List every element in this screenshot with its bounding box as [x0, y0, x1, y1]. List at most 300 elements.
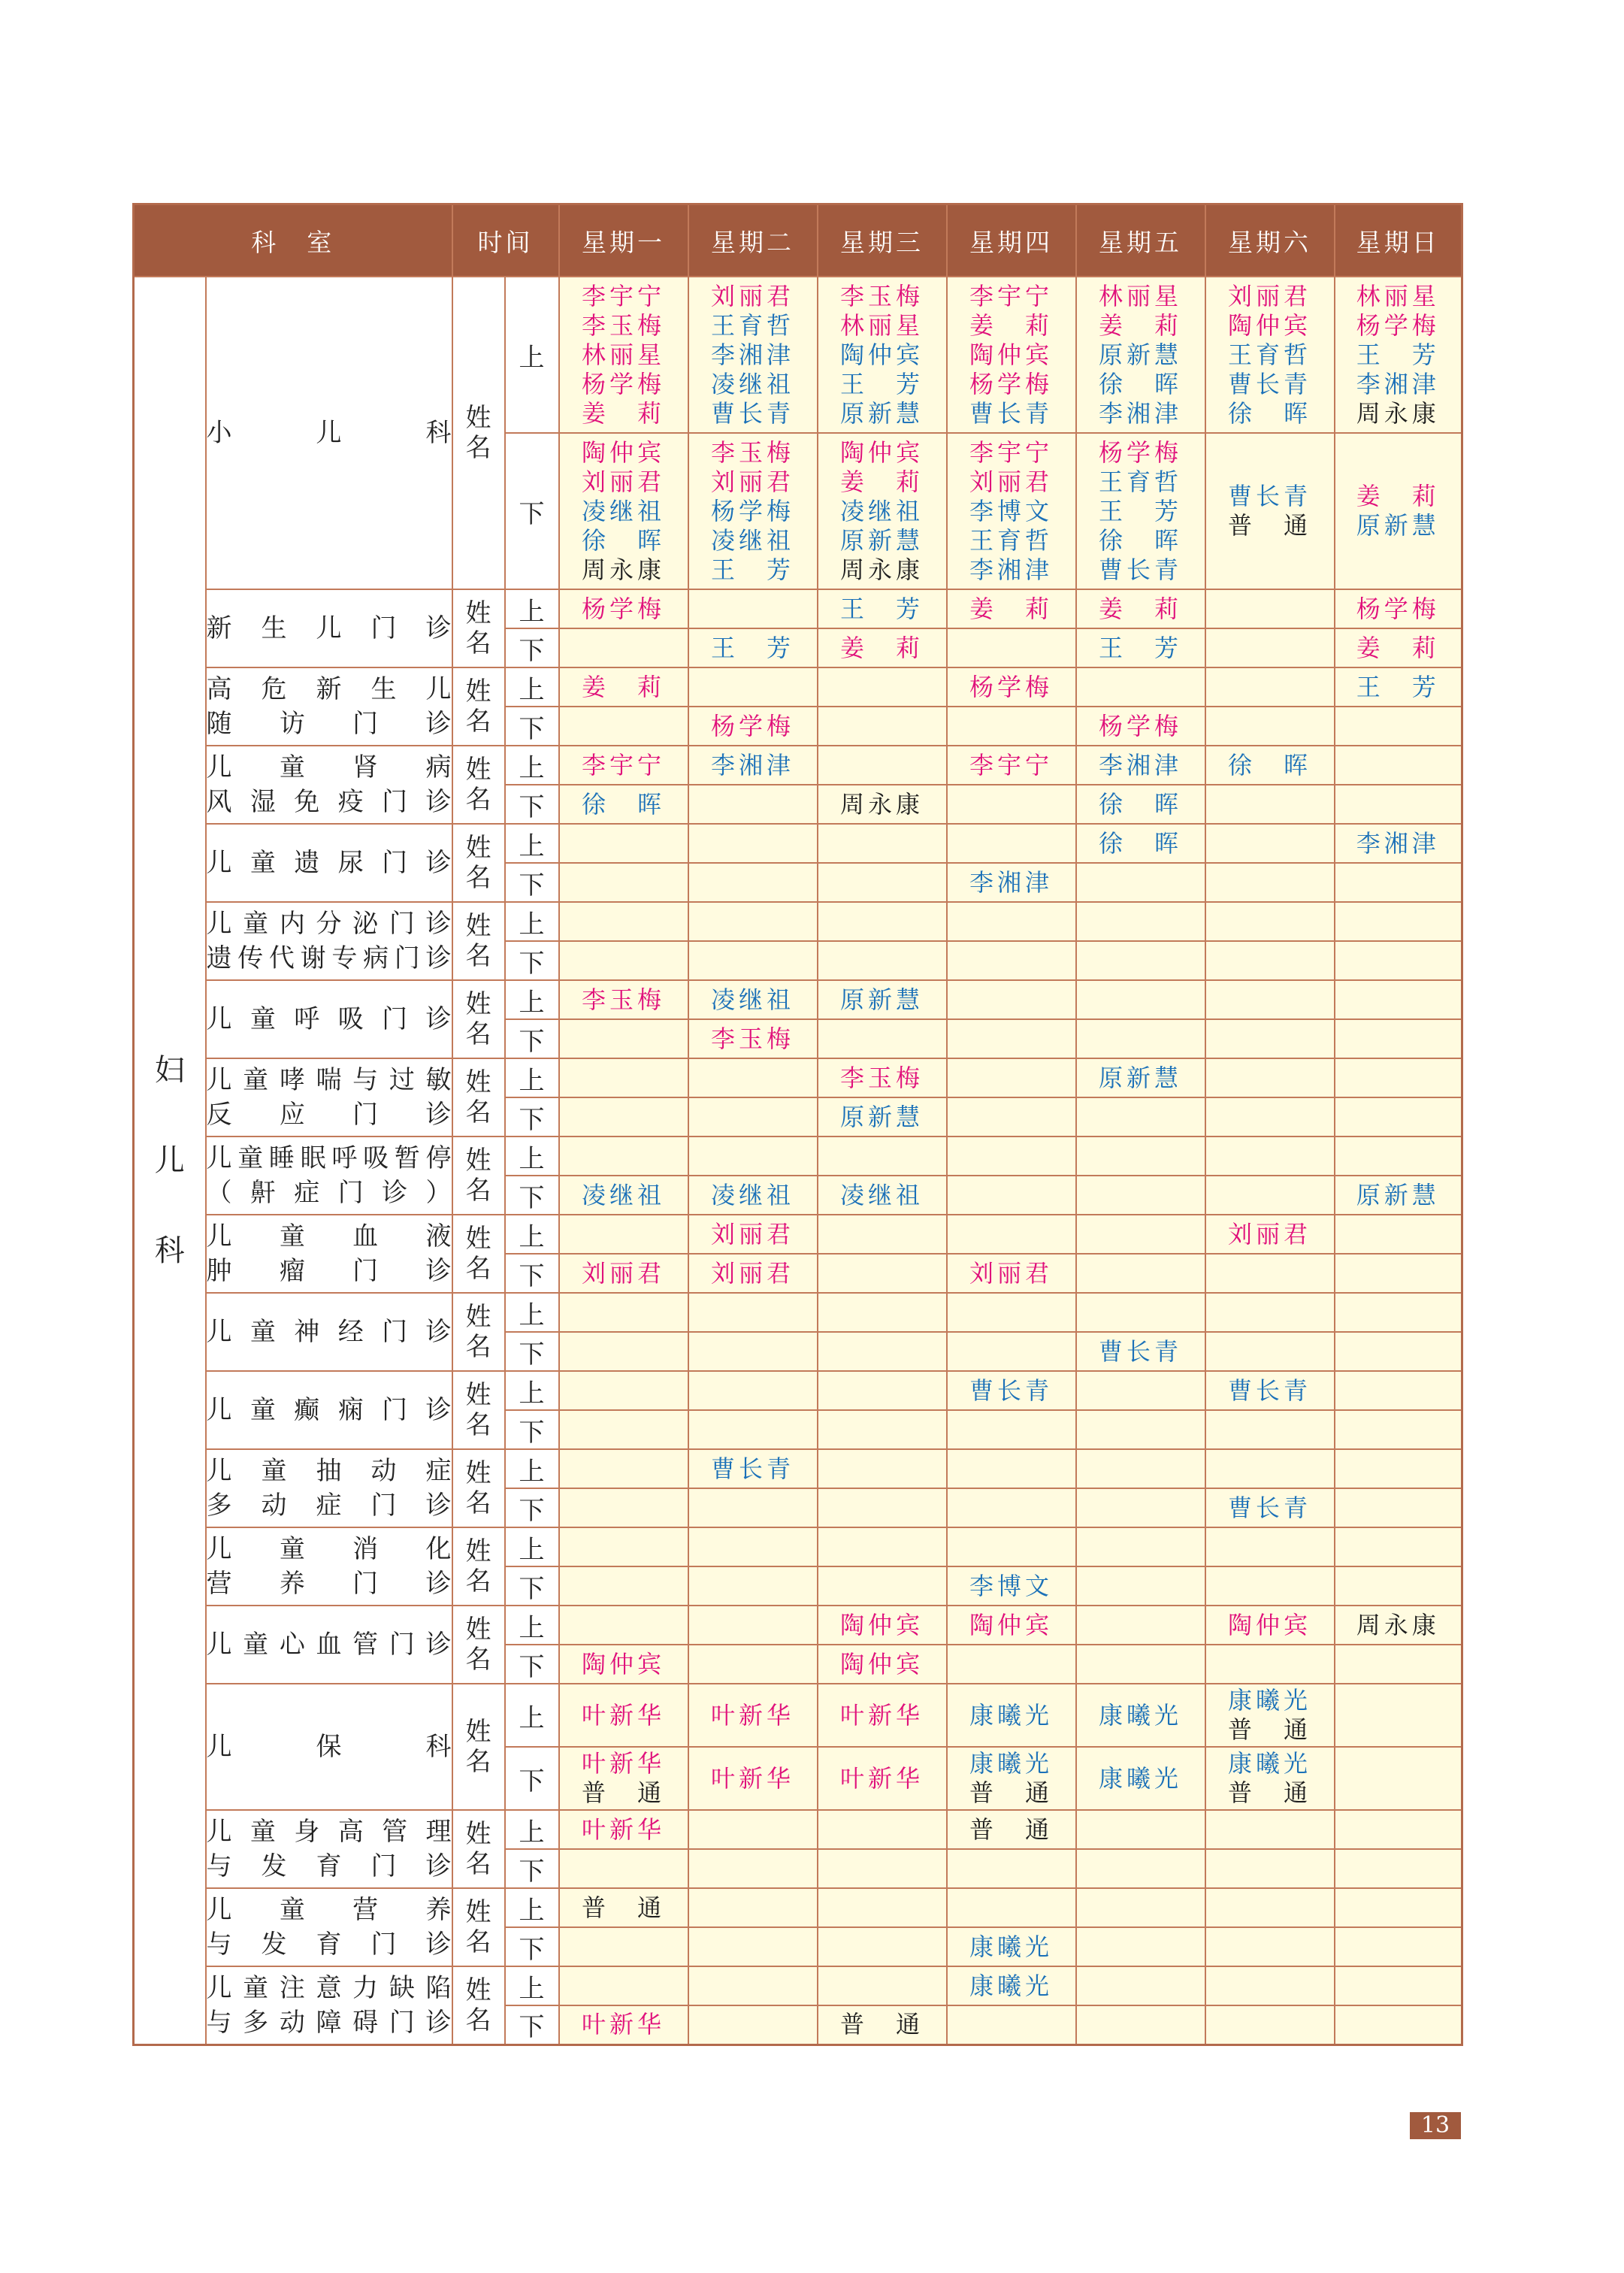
schedule-cell	[559, 1410, 688, 1449]
doctor-name: 周永康	[1356, 1610, 1440, 1639]
doctor-name: 陶仲宾	[839, 340, 924, 369]
schedule-cell	[1205, 1449, 1335, 1488]
schedule-cell	[559, 1684, 688, 1747]
doctor-name: 杨学梅	[1356, 594, 1440, 623]
schedule-cell	[559, 1566, 688, 1606]
pm-label: 下	[505, 707, 559, 746]
doctor-name: 康曦光	[1227, 1749, 1311, 1778]
schedule-cell	[818, 1449, 947, 1488]
doctor-name: 王育哲	[710, 310, 794, 340]
name-label: 姓 名	[452, 1684, 505, 1810]
schedule-cell	[1205, 1332, 1335, 1371]
schedule-cell	[559, 589, 688, 628]
am-label: 上	[505, 1215, 559, 1254]
clinic-name: 儿童营养 与发育门诊	[206, 1888, 452, 1966]
schedule-cell	[1205, 1136, 1335, 1176]
name-label: 姓 名	[452, 1966, 505, 2044]
schedule-cell	[1076, 1449, 1205, 1488]
schedule-cell	[688, 785, 818, 824]
schedule-cell	[947, 941, 1076, 980]
schedule-cell	[559, 1097, 688, 1136]
doctor-name: 李宇宁	[969, 750, 1053, 779]
doctor-name: 徐 晖	[581, 525, 665, 555]
schedule-cell	[818, 1488, 947, 1527]
schedule-cell	[818, 1215, 947, 1254]
schedule-cell	[1205, 1097, 1335, 1136]
schedule-cell	[1205, 277, 1335, 433]
pm-label: 下	[505, 1410, 559, 1449]
doctor-name: 李玉梅	[581, 310, 665, 340]
schedule-cell	[1076, 1747, 1205, 1810]
doctor-name: 普 通	[581, 1778, 665, 1807]
am-label: 上	[505, 1136, 559, 1176]
doctor-name: 李湘津	[1098, 750, 1182, 779]
doctor-name: 姜 莉	[581, 398, 665, 428]
schedule-cell	[1076, 824, 1205, 863]
schedule-cell	[1205, 1606, 1335, 1645]
table-row	[134, 746, 1462, 785]
doctor-name: 陶仲宾	[581, 437, 665, 467]
schedule-cell	[1205, 1927, 1335, 1966]
pm-label: 下	[505, 863, 559, 902]
schedule-cell	[818, 1019, 947, 1058]
header-fri: 星期五	[1076, 204, 1205, 277]
schedule-cell	[1335, 1566, 1462, 1606]
name-label: 姓 名	[452, 1293, 505, 1371]
pm-label: 下	[505, 1566, 559, 1606]
doctor-name: 李玉梅	[839, 1063, 924, 1092]
schedule-cell	[818, 1527, 947, 1566]
am-label: 上	[505, 277, 559, 433]
schedule-cell	[1076, 628, 1205, 667]
clinic-name: 儿童呼吸门诊	[206, 980, 452, 1058]
schedule-cell	[1076, 1927, 1205, 1966]
schedule-cell	[947, 707, 1076, 746]
schedule-cell	[559, 1371, 688, 1410]
schedule-cell	[818, 785, 947, 824]
schedule-cell	[1205, 1293, 1335, 1332]
schedule-cell	[559, 707, 688, 746]
schedule-cell	[1076, 1684, 1205, 1747]
am-label: 上	[505, 589, 559, 628]
schedule-cell	[818, 1888, 947, 1927]
schedule-cell	[1076, 1966, 1205, 2005]
schedule-cell	[818, 980, 947, 1019]
doctor-name: 曹长青	[1098, 1336, 1182, 1366]
name-label: 姓 名	[452, 589, 505, 667]
schedule-cell	[818, 1645, 947, 1684]
schedule-cell	[1205, 707, 1335, 746]
pm-label: 下	[505, 1645, 559, 1684]
doctor-name: 陶仲宾	[1227, 310, 1311, 340]
clinic-name: 儿童心血管门诊	[206, 1606, 452, 1684]
doctor-name: 刘丽君	[710, 1258, 794, 1288]
schedule-cell	[559, 1966, 688, 2005]
doctor-name: 杨学梅	[1356, 310, 1440, 340]
schedule-cell	[559, 433, 688, 589]
schedule-cell	[818, 667, 947, 707]
schedule-cell	[1205, 941, 1335, 980]
am-label: 上	[505, 1606, 559, 1645]
schedule-cell	[1335, 1488, 1462, 1527]
doctor-name: 姜 莉	[1098, 310, 1182, 340]
name-label: 姓 名	[452, 1371, 505, 1449]
schedule-cell	[818, 277, 947, 433]
doctor-name: 曹长青	[1227, 482, 1311, 510]
schedule-cell	[1076, 1371, 1205, 1410]
header-time: 时间	[452, 204, 559, 277]
schedule-cell	[947, 277, 1076, 433]
doctor-name: 林丽星	[839, 310, 924, 340]
schedule-cell	[559, 1332, 688, 1371]
schedule-cell	[818, 1684, 947, 1747]
doctor-name: 王 芳	[839, 594, 924, 623]
doctor-name: 凌继祖	[581, 496, 665, 525]
doctor-name: 康曦光	[1227, 1686, 1311, 1715]
schedule-cell	[818, 902, 947, 941]
schedule-cell	[1205, 1684, 1335, 1747]
table-row	[134, 1058, 1462, 1097]
schedule-cell	[947, 785, 1076, 824]
doctor-name: 徐 晖	[1227, 750, 1311, 779]
name-label: 姓 名	[452, 1810, 505, 1888]
pm-label: 下	[505, 433, 559, 589]
doctor-name: 姜 莉	[839, 633, 924, 662]
schedule-cell	[1205, 1058, 1335, 1097]
doctor-name: 叶新华	[839, 1700, 924, 1730]
doctor-name: 杨学梅	[969, 672, 1053, 701]
schedule-cell	[688, 707, 818, 746]
schedule-cell	[688, 1058, 818, 1097]
schedule-cell	[1205, 1888, 1335, 1927]
header-sat: 星期六	[1205, 204, 1335, 277]
header-thu: 星期四	[947, 204, 1076, 277]
schedule-cell	[559, 824, 688, 863]
schedule-cell	[1076, 1527, 1205, 1566]
schedule-cell	[818, 1606, 947, 1645]
schedule-cell	[688, 1566, 818, 1606]
schedule-cell	[688, 1966, 818, 2005]
schedule-cell	[559, 277, 688, 433]
schedule-cell	[1076, 746, 1205, 785]
schedule-cell	[688, 1645, 818, 1684]
schedule-cell	[818, 433, 947, 589]
schedule-cell	[559, 1058, 688, 1097]
am-label: 上	[505, 980, 559, 1019]
doctor-name: 杨学梅	[710, 496, 794, 525]
doctor-name: 普 通	[1227, 511, 1311, 540]
doctor-name: 叶新华	[581, 1814, 665, 1844]
schedule-table	[132, 203, 1463, 2046]
schedule-cell	[559, 1849, 688, 1888]
clinic-name: 儿童消化 营养门诊	[206, 1527, 452, 1606]
doctor-name: 姜 莉	[1356, 482, 1440, 510]
clinic-name: 儿 保 科	[206, 1684, 452, 1810]
schedule-cell	[818, 1058, 947, 1097]
name-label: 姓 名	[452, 1449, 505, 1527]
doctor-name: 李宇宁	[969, 437, 1053, 467]
schedule-cell	[947, 824, 1076, 863]
doctor-name: 凌继祖	[710, 1180, 794, 1209]
schedule-cell	[559, 1254, 688, 1293]
page-number: 13	[1410, 2112, 1461, 2139]
doctor-name: 李玉梅	[710, 1024, 794, 1053]
doctor-name: 康曦光	[969, 1700, 1053, 1730]
schedule-cell	[1205, 1019, 1335, 1058]
schedule-cell	[559, 1927, 688, 1966]
doctor-name: 叶新华	[710, 1763, 794, 1793]
doctor-name: 李湘津	[1356, 369, 1440, 398]
doctor-name: 曹长青	[969, 1376, 1053, 1405]
doctor-name: 林丽星	[581, 340, 665, 369]
doctor-name: 王 芳	[839, 369, 924, 398]
schedule-cell	[818, 628, 947, 667]
schedule-cell	[1205, 824, 1335, 863]
schedule-cell	[559, 628, 688, 667]
doctor-name: 周永康	[1356, 398, 1440, 428]
doctor-name: 普 通	[1227, 1778, 1311, 1807]
am-label: 上	[505, 902, 559, 941]
doctor-name: 林丽星	[1356, 281, 1440, 310]
schedule-cell	[947, 1747, 1076, 1810]
schedule-cell	[559, 1293, 688, 1332]
name-label: 姓 名	[452, 1606, 505, 1684]
clinic-name: 儿童遗尿门诊	[206, 824, 452, 902]
schedule-cell	[688, 433, 818, 589]
clinic-name: 儿童血液 肿瘤门诊	[206, 1215, 452, 1293]
pm-label: 下	[505, 1332, 559, 1371]
schedule-cell	[1076, 1410, 1205, 1449]
doctor-name: 陶仲宾	[839, 437, 924, 467]
schedule-cell	[1076, 902, 1205, 941]
doctor-name: 普 通	[1227, 1715, 1311, 1744]
doctor-name: 康曦光	[1098, 1763, 1182, 1793]
schedule-cell	[947, 667, 1076, 707]
schedule-cell	[1076, 433, 1205, 589]
schedule-cell	[947, 1136, 1076, 1176]
am-label: 上	[505, 1684, 559, 1747]
schedule-cell	[1205, 433, 1335, 589]
doctor-name: 杨学梅	[581, 369, 665, 398]
doctor-name: 徐 晖	[1227, 398, 1311, 428]
schedule-cell	[947, 863, 1076, 902]
schedule-cell	[688, 824, 818, 863]
doctor-name: 刘丽君	[710, 1219, 794, 1248]
doctor-name: 刘丽君	[969, 467, 1053, 496]
schedule-cell	[818, 1566, 947, 1606]
table-row	[134, 277, 1462, 433]
doctor-name: 原新慧	[1098, 1063, 1182, 1092]
doctor-name: 杨学梅	[710, 711, 794, 740]
schedule-cell	[1076, 1645, 1205, 1684]
doctor-name: 曹长青	[1227, 1493, 1311, 1522]
schedule-cell	[1076, 1332, 1205, 1371]
am-label: 上	[505, 1966, 559, 2005]
schedule-cell	[1335, 746, 1462, 785]
schedule-cell	[688, 1410, 818, 1449]
pm-label: 下	[505, 628, 559, 667]
schedule-cell	[688, 1488, 818, 1527]
schedule-cell	[1205, 1410, 1335, 1449]
schedule-cell	[688, 1849, 818, 1888]
schedule-cell	[1335, 1966, 1462, 2005]
doctor-name: 曹长青	[969, 398, 1053, 428]
schedule-cell	[688, 1215, 818, 1254]
schedule-cell	[559, 863, 688, 902]
schedule-cell	[1076, 277, 1205, 433]
clinic-name: 新生儿门诊	[206, 589, 452, 667]
schedule-cell	[559, 1136, 688, 1176]
doctor-name: 康曦光	[969, 1932, 1053, 1961]
pm-label: 下	[505, 1849, 559, 1888]
schedule-cell	[818, 1097, 947, 1136]
schedule-cell	[559, 667, 688, 707]
schedule-cell	[1076, 1136, 1205, 1176]
doctor-name: 姜 莉	[581, 672, 665, 701]
schedule-cell	[947, 1488, 1076, 1527]
schedule-cell	[688, 980, 818, 1019]
doctor-name: 王育哲	[1098, 467, 1182, 496]
schedule-cell	[1205, 2005, 1335, 2044]
schedule-cell	[818, 1410, 947, 1449]
table-row	[134, 1966, 1462, 2005]
schedule-cell	[1076, 707, 1205, 746]
header-row	[134, 204, 1462, 277]
table-row	[134, 1215, 1462, 1254]
schedule-cell	[559, 746, 688, 785]
schedule-cell	[688, 667, 818, 707]
schedule-cell	[1335, 589, 1462, 628]
doctor-name: 陶仲宾	[969, 340, 1053, 369]
schedule-cell	[947, 1019, 1076, 1058]
doctor-name: 姜 莉	[839, 467, 924, 496]
schedule-cell	[688, 1019, 818, 1058]
schedule-cell	[1076, 1019, 1205, 1058]
schedule-cell	[947, 628, 1076, 667]
schedule-cell	[947, 1332, 1076, 1371]
schedule-cell	[1076, 589, 1205, 628]
schedule-cell	[1335, 667, 1462, 707]
schedule-cell	[947, 1176, 1076, 1215]
table-row	[134, 1684, 1462, 1747]
schedule-cell	[1335, 1371, 1462, 1410]
schedule-cell	[1076, 1810, 1205, 1849]
schedule-cell	[1335, 1527, 1462, 1566]
name-label: 姓 名	[452, 1527, 505, 1606]
schedule-cell	[1076, 1215, 1205, 1254]
schedule-cell	[1205, 785, 1335, 824]
doctor-name: 普 通	[581, 1893, 665, 1922]
name-label: 姓 名	[452, 667, 505, 746]
table-row	[134, 1136, 1462, 1176]
doctor-name: 普 通	[839, 2010, 924, 2039]
doctor-name: 康曦光	[1098, 1700, 1182, 1730]
pm-label: 下	[505, 1019, 559, 1058]
schedule-cell	[688, 1293, 818, 1332]
schedule-cell	[1076, 1254, 1205, 1293]
schedule-cell	[947, 1097, 1076, 1136]
schedule-cell	[688, 1888, 818, 1927]
doctor-name: 普 通	[969, 1778, 1053, 1807]
schedule-cell	[688, 1747, 818, 1810]
schedule-cell	[1335, 980, 1462, 1019]
schedule-cell	[818, 1254, 947, 1293]
schedule-cell	[688, 1097, 818, 1136]
schedule-cell	[818, 707, 947, 746]
doctor-name: 原新慧	[839, 1102, 924, 1131]
name-label: 姓 名	[452, 980, 505, 1058]
table-row	[134, 1371, 1462, 1410]
schedule-cell	[818, 1371, 947, 1410]
schedule-cell	[688, 902, 818, 941]
doctor-name: 李湘津	[710, 340, 794, 369]
schedule-cell	[559, 1810, 688, 1849]
schedule-cell	[1335, 628, 1462, 667]
pm-label: 下	[505, 1488, 559, 1527]
schedule-cell	[1205, 628, 1335, 667]
schedule-cell	[688, 1136, 818, 1176]
schedule-cell	[1335, 277, 1462, 433]
header-wed: 星期三	[818, 204, 947, 277]
schedule-cell	[1205, 1527, 1335, 1566]
doctor-name: 曹长青	[1227, 1376, 1311, 1405]
schedule-cell	[688, 2005, 818, 2044]
doctor-name: 王 芳	[1356, 672, 1440, 701]
schedule-cell	[1076, 785, 1205, 824]
schedule-cell	[818, 863, 947, 902]
clinic-name: 儿童内分泌门诊 遗传代谢专病门诊	[206, 902, 452, 980]
doctor-name: 王 芳	[710, 555, 794, 584]
schedule-cell	[559, 1215, 688, 1254]
am-label: 上	[505, 746, 559, 785]
schedule-cell	[688, 1176, 818, 1215]
table-row	[134, 1527, 1462, 1566]
doctor-name: 叶新华	[839, 1763, 924, 1793]
doctor-name: 杨学梅	[581, 594, 665, 623]
doctor-name: 康曦光	[969, 1749, 1053, 1778]
doctor-name: 王育哲	[969, 525, 1053, 555]
name-label: 姓 名	[452, 1888, 505, 1966]
table-row	[134, 1293, 1462, 1332]
table-row	[134, 1606, 1462, 1645]
doctor-name: 李宇宁	[581, 281, 665, 310]
schedule-cell	[947, 1810, 1076, 1849]
doctor-name: 李湘津	[1356, 828, 1440, 858]
doctor-name: 周永康	[839, 789, 924, 819]
am-label: 上	[505, 1810, 559, 1849]
clinic-name: 高危新生儿 随访门诊	[206, 667, 452, 746]
clinic-name: 儿童癫痫门诊	[206, 1371, 452, 1449]
pm-label: 下	[505, 941, 559, 980]
schedule-cell	[559, 1527, 688, 1566]
am-label: 上	[505, 1058, 559, 1097]
schedule-cell	[1076, 1097, 1205, 1136]
schedule-cell	[559, 1449, 688, 1488]
schedule-cell	[1335, 785, 1462, 824]
schedule-cell	[559, 941, 688, 980]
doctor-name: 陶仲宾	[839, 1610, 924, 1639]
doctor-name: 刘丽君	[1227, 1219, 1311, 1248]
schedule-cell	[1335, 941, 1462, 980]
schedule-cell	[688, 1606, 818, 1645]
schedule-cell	[1205, 746, 1335, 785]
table-row	[134, 1449, 1462, 1488]
schedule-cell	[559, 1606, 688, 1645]
pm-label: 下	[505, 1254, 559, 1293]
doctor-name: 李湘津	[710, 750, 794, 779]
am-label: 上	[505, 1371, 559, 1410]
schedule-cell	[1335, 1888, 1462, 1927]
